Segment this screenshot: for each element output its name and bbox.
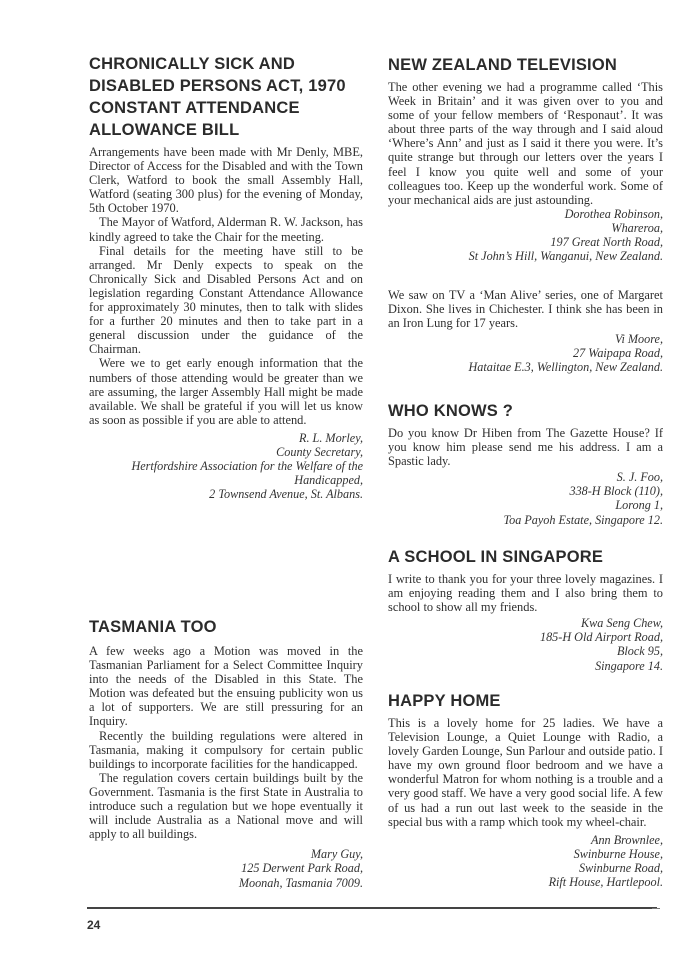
right-column: [388, 0, 663, 975]
article-new-zealand-television: [388, 54, 663, 263]
paragraph: We saw on TV a ‘Man Alive’ series, one of Margaret Dixon. She lives in Chichester. I think she has been in an Iron Lung for 17 years.: [388, 288, 663, 331]
article-title: NEW ZEALAND TELEVISION: [388, 56, 617, 74]
title-line: CONSTANT ATTENDANCE: [89, 99, 300, 117]
signature-line: 2 Townsend Avenue, St. Albans.: [209, 487, 363, 502]
signature-line: Whareroa,: [611, 220, 663, 235]
signature-line: Dorothea Robinson,: [564, 206, 663, 221]
article-title: TASMANIA TOO: [89, 618, 217, 636]
article-man-alive: [388, 288, 663, 375]
signature-line: 27 Waipapa Road,: [573, 346, 663, 361]
article-tasmania-too: [89, 616, 363, 890]
signature-line: St John’s Hill, Wanganui, New Zealand.: [468, 249, 663, 264]
signature-line: 197 Great North Road,: [550, 235, 663, 250]
footer-rule: [87, 907, 657, 909]
paragraph: I write to thank you for your three lovely magazines. I am enjoying reading them and I also bring them to school to show all my friends.: [388, 572, 663, 615]
article-act-1970: [89, 53, 363, 501]
signature-line: Singapore 14.: [595, 658, 663, 673]
paragraph: Were we to get early enough information that the numbers of those attending would be greater than we are assuming, the larger Assembly Hall might be made available. We shall be grateful if you will let us know as soon as possible if you are able to attend.: [89, 356, 363, 427]
signature-line: Vi Moore,: [614, 332, 663, 347]
signature-line: S. J. Foo,: [616, 470, 663, 485]
signature: [89, 431, 363, 501]
signature-line: Hataitae E.3, Wellington, New Zealand.: [468, 360, 663, 375]
signature-line: 185-H Old Airport Road,: [539, 630, 663, 645]
footer-rule-tail: [652, 908, 660, 909]
signature: [388, 616, 663, 672]
signature: [388, 207, 663, 263]
signature: [388, 833, 663, 889]
article-title: WHO KNOWS ?: [388, 402, 514, 420]
paragraph: Arrangements have been made with Mr Denly, MBE, Director of Access for the Disabled and with the Town Clerk, Watford to book the small Assembly Hall, Watford (seating 300 plus) for the evening of Monday, 5th October 1970.: [89, 145, 363, 216]
signature-line: Kwa Seng Chew,: [580, 616, 663, 631]
signature-line: Hertfordshire Association for the Welfare of the: [131, 459, 363, 474]
article-title: [89, 53, 363, 141]
paragraph: Do you know Dr Hiben from The Gazette House? If you know him please send me his address. I am a Spastic lady.: [388, 426, 663, 469]
article-happy-home: [388, 690, 663, 889]
signature: [388, 332, 663, 374]
paragraph: The other evening we had a programme called ‘This Week in Britain’ and it was given over to you and some of your fellow members of ‘Responaut’. It was about three parts of the way through and I said aloud ‘Where’s Ann’ and just as I said it there you were. It’s quite strange but through our letters over the years I feel I know you quite well and some of your colleagues too. Keep up the wonderful work. Some of your mechanical aids are just astounding.: [388, 80, 663, 207]
signature-line: Toa Payoh Estate, Singapore 12.: [503, 512, 663, 527]
paragraph: This is a lovely home for 25 ladies. We have a Television Lounge, a Quiet Lounge with Radio, a lovely Garden Lounge, Sun Parlour and outside patio. I have my own ground floor bedroom and we have a wonderful Matron for whom nothing is a trouble and a very good staff. We have a very good social life. A few of us had a run out last week to the seaside in the special bus with a ramp which took my wheel-chair.: [388, 716, 663, 829]
paragraph: A few weeks ago a Motion was moved in the Tasmanian Parliament for a Select Committee Inquiry into the needs of the Disabled in this State. The Motion was defeated but the ensuing publicity won us a lot of supporters. We are still pressuring for an Inquiry.: [89, 644, 363, 729]
paragraph: The regulation covers certain buildings built by the Government. Tasmania is the first State in Australia to introduce such a regulation but we hope eventually it will include Australia as a National move and will apply to all buildings.: [89, 770, 363, 842]
paragraph: Recently the building regulations were altered in Tasmania, making it compulsory for certain public buildings to incorporate facilities for the handicapped.: [89, 728, 363, 771]
article-who-knows: [388, 400, 663, 527]
title-line: ALLOWANCE BILL: [89, 121, 240, 139]
signature-line: R. L. Morley,: [299, 430, 363, 445]
title-line: CHRONICALLY SICK AND: [89, 55, 295, 73]
signature-line: Lorong 1,: [615, 498, 663, 513]
signature-line: Rift House, Hartlepool.: [548, 875, 663, 890]
signature-line: Swinburne House,: [573, 846, 663, 861]
left-column: [89, 0, 363, 975]
signature-line: Ann Brownlee,: [591, 832, 663, 847]
article-school-in-singapore: [388, 546, 663, 673]
signature-line: Block 95,: [616, 644, 663, 659]
signature-line: Moonah, Tasmania 7009.: [238, 875, 363, 890]
page-number: 24: [87, 918, 101, 932]
signature: [89, 847, 363, 889]
signature-line: Mary Guy,: [310, 847, 363, 862]
article-title: HAPPY HOME: [388, 692, 501, 710]
paragraph: Final details for the meeting have still to be arranged. Mr Denly expects to speak on the Chronically Sick and Disabled Persons Act and on legislation regarding Constant Attendance Allowance for approximately 30 minutes, then to talk with slides for a further 20 minutes and then to take part in a general discussion under the guidance of the Chairman.: [89, 243, 363, 357]
title-line: DISABLED PERSONS ACT, 1970: [89, 77, 346, 95]
article-title: A SCHOOL IN SINGAPORE: [388, 548, 604, 566]
signature-line: Handicapped,: [294, 473, 363, 488]
signature-line: Swinburne Road,: [579, 860, 663, 875]
signature: [388, 470, 663, 526]
paragraph: The Mayor of Watford, Alderman R. W. Jackson, has kindly agreed to take the Chair for the meeting.: [89, 215, 363, 244]
signature-line: 125 Derwent Park Road,: [241, 861, 363, 876]
signature-line: County Secretary,: [276, 444, 363, 459]
signature-line: 338-H Block (110),: [569, 484, 663, 499]
